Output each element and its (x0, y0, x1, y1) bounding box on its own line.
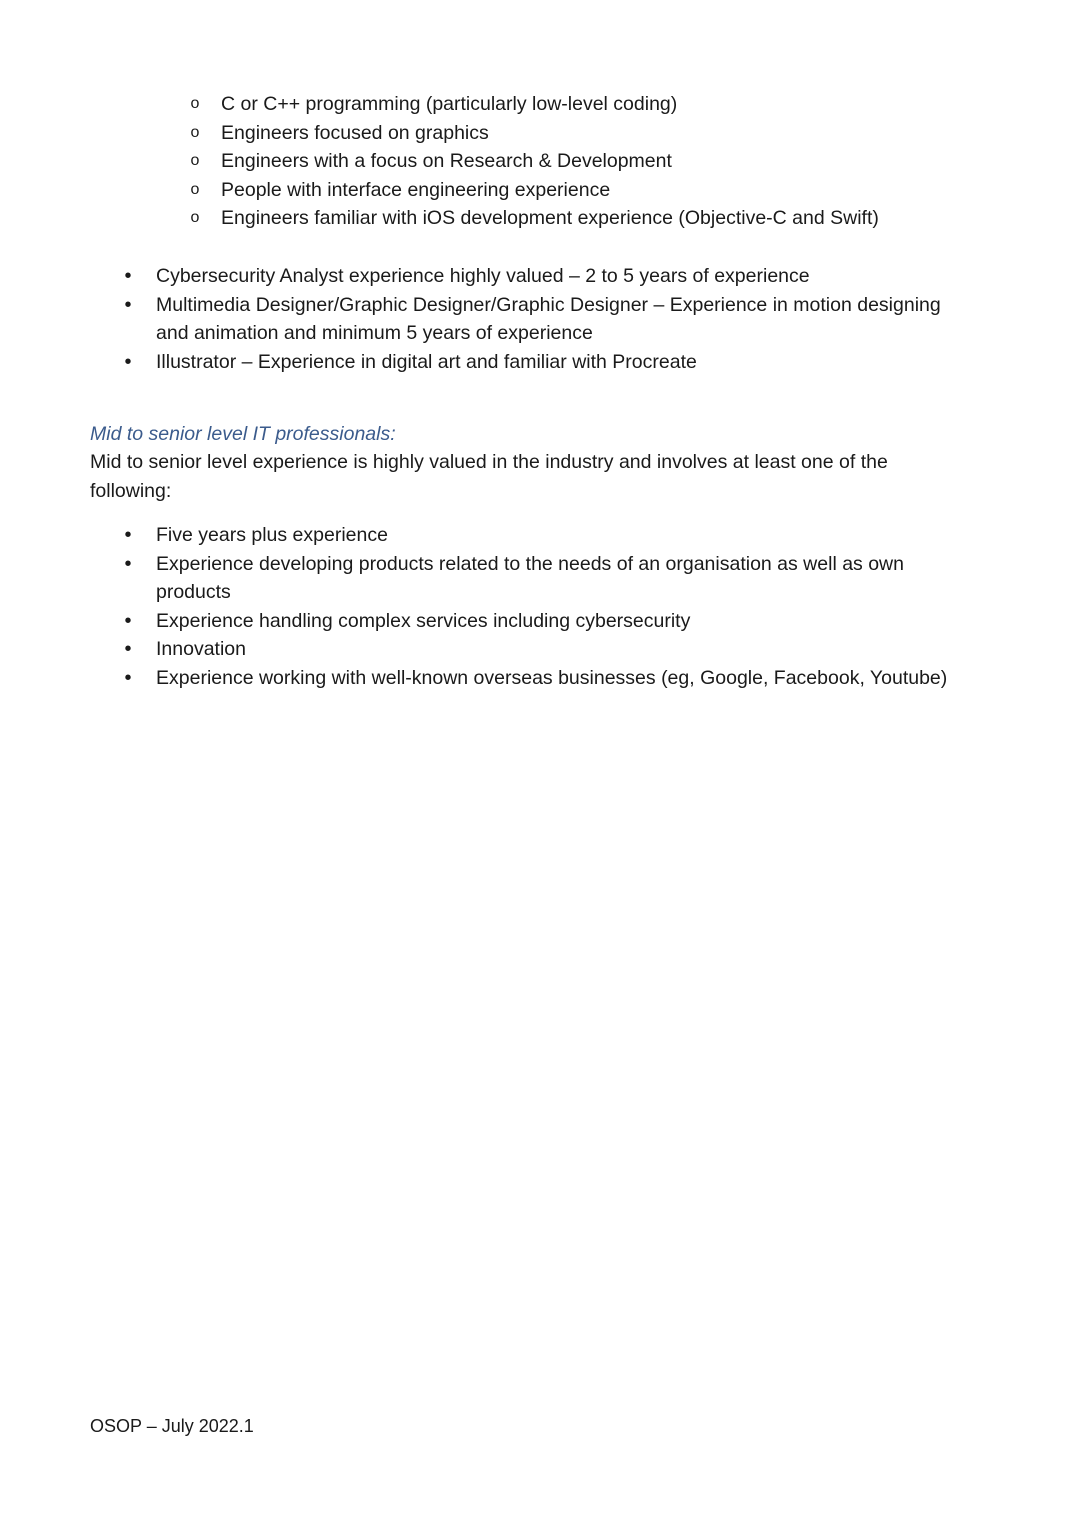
list-item-text: Engineers focused on graphics (221, 121, 489, 144)
list-item-text: Illustrator – Experience in digital art and familiar with Procreate (156, 350, 697, 373)
list-item-text: Cybersecurity Analyst experience highly valued – 2 to 5 years of experience (156, 265, 810, 287)
list-item-text: Engineers familiar with iOS development experience (Objective-C and Swift) (221, 207, 879, 230)
list-item-text: Innovation (156, 638, 246, 661)
list-item (124, 521, 966, 550)
list-item-text: Multimedia Designer/Graphic Designer/Graphic Designer – Experience in motion designing and animation and minimum 5 years of experience (156, 293, 941, 345)
requirements-bullet-list (124, 521, 966, 693)
list-item-text: Experience working with well-known overseas businesses (eg, Google, Facebook, Youtube) (156, 666, 948, 689)
list-item-text: Engineers with a focus on Research & Development (221, 150, 672, 173)
bullet-icon: • (124, 552, 132, 575)
list-item-text: C or C++ programming (particularly low-level coding) (221, 93, 678, 115)
list-item (124, 262, 966, 291)
list-item (190, 90, 1021, 119)
list-item-text: Five years plus experience (156, 524, 388, 546)
bullet-icon: • (124, 293, 132, 316)
hollow-circle-bullet-icon: o (190, 123, 200, 141)
list-item-text: People with interface engineering experience (221, 178, 611, 201)
list-item (190, 204, 1021, 233)
list-item (124, 291, 966, 348)
hollow-circle-bullet-icon: o (190, 95, 200, 112)
page-footer: OSOP – July 2022.1 (90, 1416, 254, 1436)
section-heading: Mid to senior level IT professionals: (90, 423, 396, 445)
list-item (124, 607, 966, 636)
bullet-icon: • (124, 265, 132, 287)
list-item-text: Experience developing products related to the needs of an organisation as well as own products (156, 552, 904, 604)
bullet-icon: • (124, 638, 132, 661)
roles-bullet-list (124, 262, 966, 376)
list-item (124, 348, 966, 377)
list-item (124, 550, 966, 607)
list-item (124, 635, 966, 664)
section-intro-paragraph: Mid to senior level experience is highly valued in the industry and involves at least one of the following: (90, 451, 888, 502)
bullet-icon: • (124, 524, 132, 546)
bullet-icon: • (124, 350, 132, 373)
list-item-text: Experience handling complex services including cybersecurity (156, 609, 691, 632)
hollow-circle-bullet-icon: o (190, 152, 200, 170)
list-item (190, 119, 1021, 148)
bullet-icon: • (124, 609, 132, 632)
hollow-circle-bullet-icon: o (190, 180, 200, 198)
list-item (190, 176, 1021, 205)
sub-bullet-list (190, 90, 1021, 233)
list-item (124, 664, 966, 693)
list-item (190, 147, 1021, 176)
hollow-circle-bullet-icon: o (190, 209, 200, 227)
bullet-icon: • (124, 666, 132, 689)
